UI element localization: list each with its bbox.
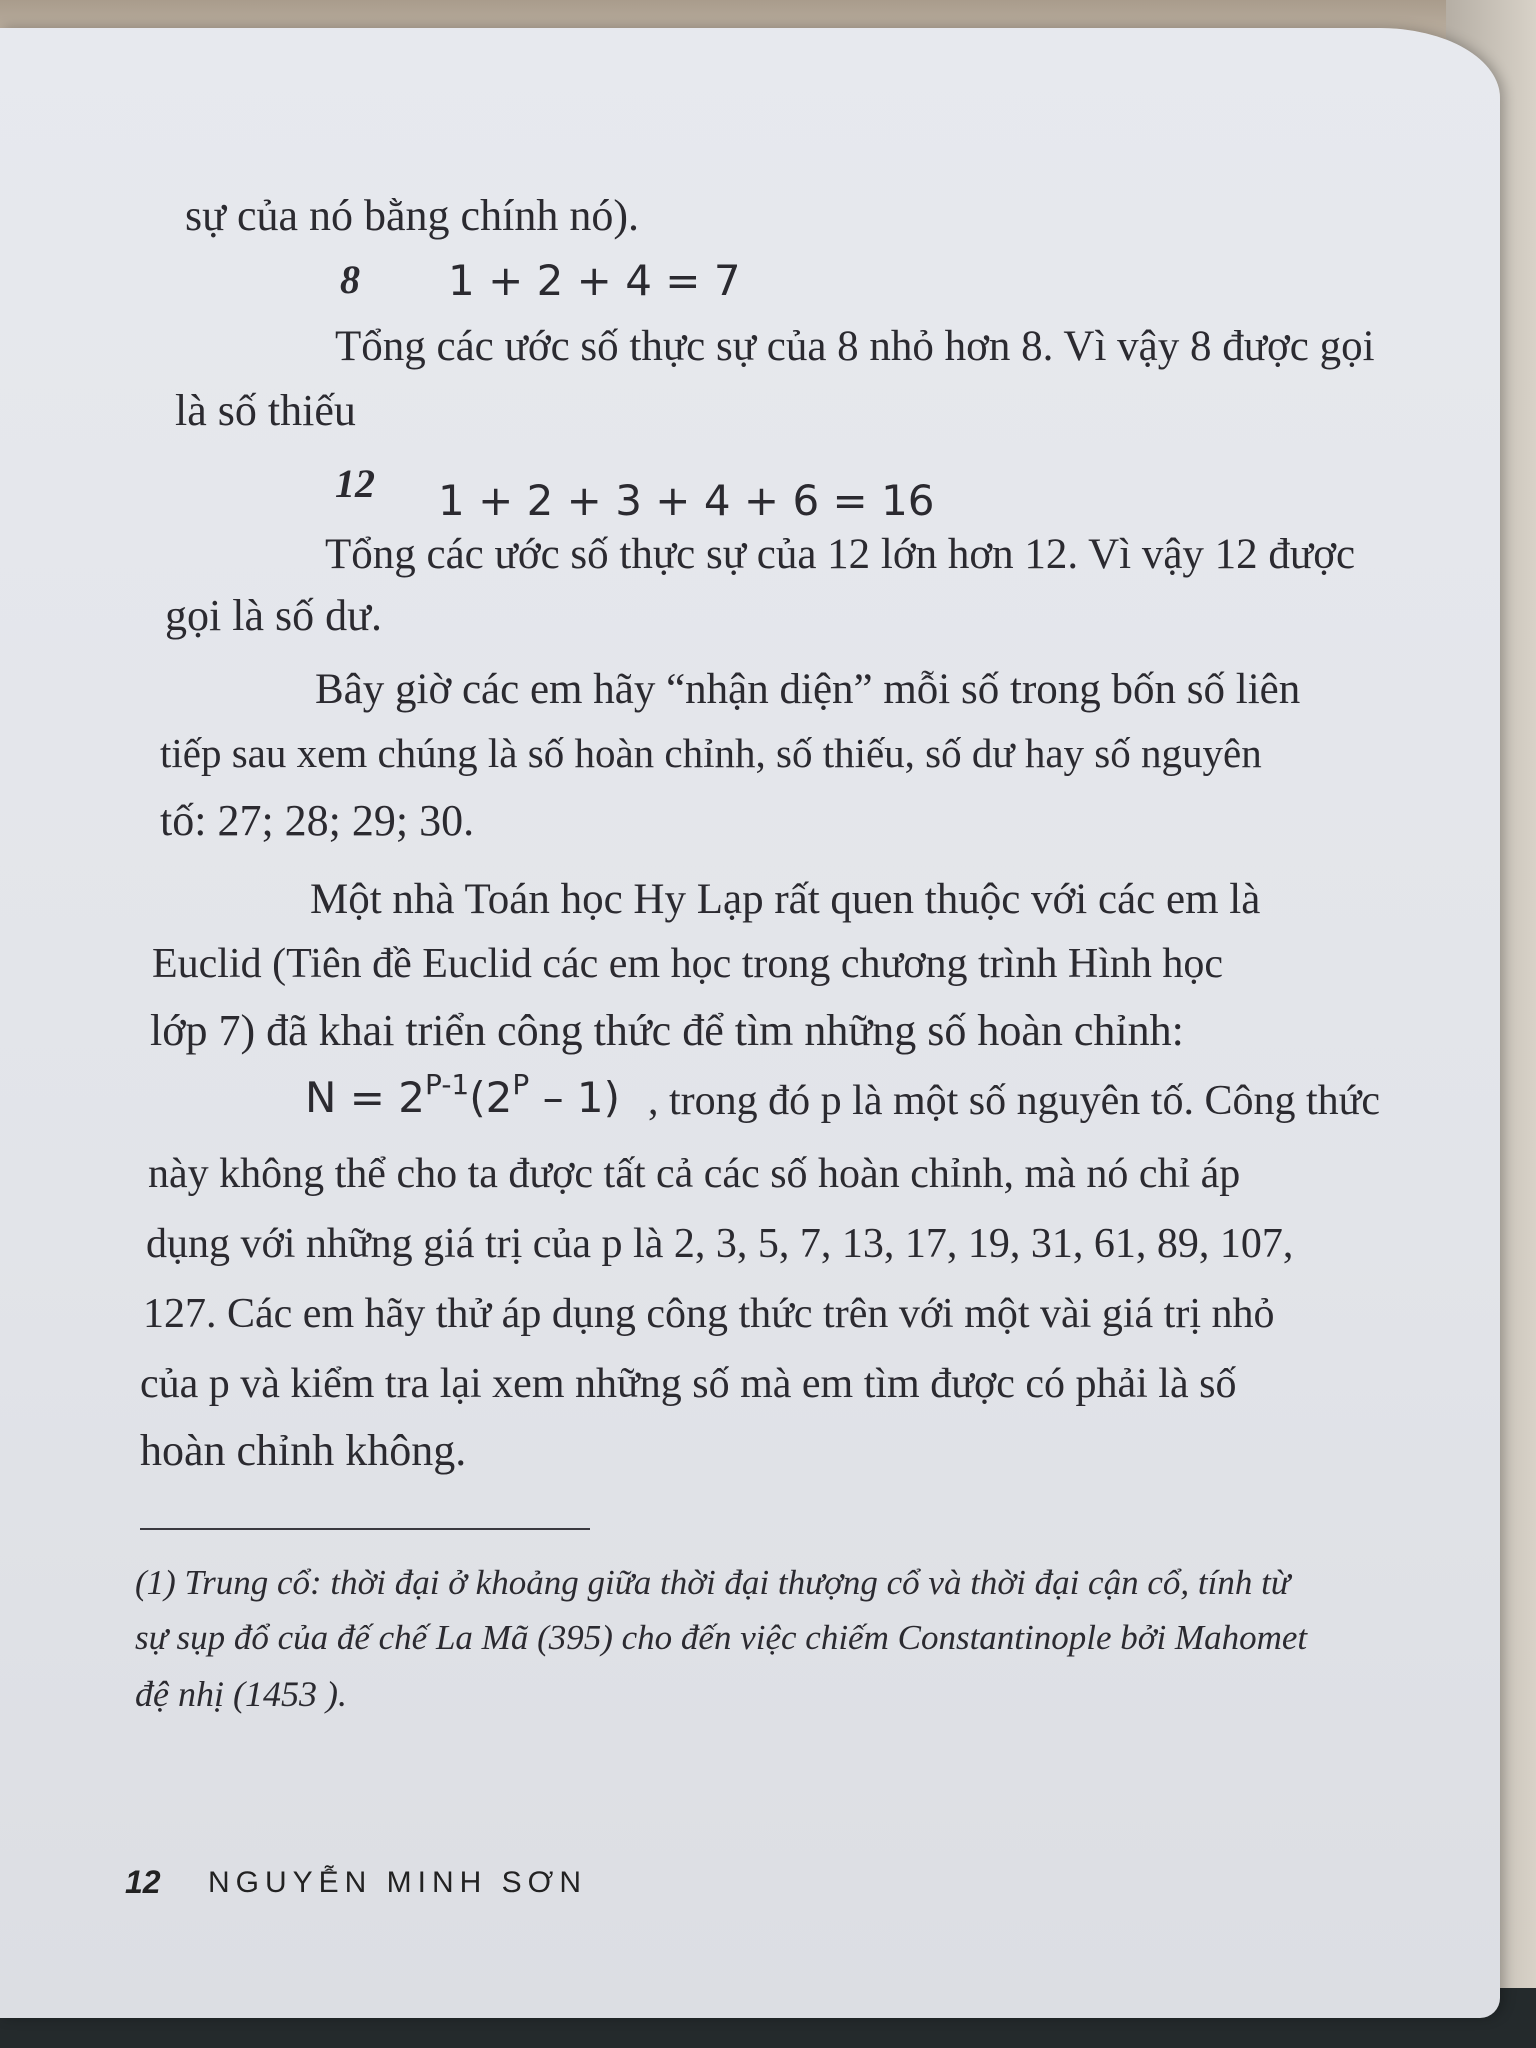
author-name: NGUYỄN MINH SƠN xyxy=(208,1866,588,1899)
body-line: Một nhà Toán học Hy Lạp rất quen thuộc với các em là xyxy=(310,876,1261,923)
example-equation: 1 + 2 + 3 + 4 + 6 = 16 xyxy=(438,476,935,525)
body-line: này không thể cho ta được tất cả các số hoàn chỉnh, mà nó chỉ áp xyxy=(148,1151,1241,1197)
footnote-divider xyxy=(140,1528,590,1530)
body-line: Tổng các ước số thực sự của 12 lớn hơn 12. Vì vậy 12 được xyxy=(325,531,1356,578)
footnote-line: sự sụp đổ của đế chế La Mã (395) cho đến việc chiếm Constantinople bởi Mahomet xyxy=(135,1618,1308,1657)
body-line: Tổng các ước số thực sự của 8 nhỏ hơn 8. Vì vậy 8 được gọi xyxy=(335,323,1375,370)
body-line: lớp 7) đã khai triển công thức để tìm những số hoàn chỉnh: xyxy=(150,1006,1184,1055)
body-line: Euclid (Tiên đề Euclid các em học trong chương trình Hình học xyxy=(152,941,1223,987)
body-line: của p và kiểm tra lại xem những số mà em tìm được có phải là số xyxy=(140,1361,1237,1407)
body-line: hoàn chỉnh không. xyxy=(140,1426,467,1475)
body-line: 127. Các em hãy thử áp dụng công thức trên với một vài giá trị nhỏ xyxy=(143,1291,1275,1337)
body-line: Bây giờ các em hãy “nhận diện” mỗi số trong bốn số liên xyxy=(315,666,1301,713)
body-line: , trong đó p là một số nguyên tố. Công thức xyxy=(648,1078,1381,1124)
page-number: 12 xyxy=(125,1864,161,1900)
body-line: dụng với những giá trị của p là 2, 3, 5, 7, 13, 17, 19, 31, 61, 89, 107, xyxy=(146,1221,1294,1267)
body-line: gọi là số dư. xyxy=(165,591,382,640)
example-number: 8 xyxy=(340,257,360,302)
example-equation: 1 + 2 + 4 = 7 xyxy=(448,256,741,305)
book-page xyxy=(0,28,1500,2018)
formula-exponent: P xyxy=(512,1068,530,1101)
body-line: tiếp sau xem chúng là số hoàn chỉnh, số thiếu, số dư hay số nguyên xyxy=(160,730,1262,776)
footnote-line: đệ nhị (1453 ). xyxy=(135,1674,347,1714)
perfect-number-formula xyxy=(305,1068,620,1122)
formula-tail: – 1) xyxy=(529,1073,621,1122)
formula-base: N = 2 xyxy=(305,1073,426,1122)
formula-exponent: P-1 xyxy=(425,1068,470,1101)
formula-base: (2 xyxy=(469,1073,513,1122)
body-line: tố: 27; 28; 29; 30. xyxy=(160,796,475,845)
footnote-line: (1) Trung cổ: thời đại ở khoảng giữa thời đại thượng cổ và thời đại cận cổ, tính từ xyxy=(135,1563,1290,1602)
example-number: 12 xyxy=(335,461,375,506)
body-line: là số thiếu xyxy=(175,386,356,435)
body-line: sự của nó bằng chính nó). xyxy=(185,191,639,240)
